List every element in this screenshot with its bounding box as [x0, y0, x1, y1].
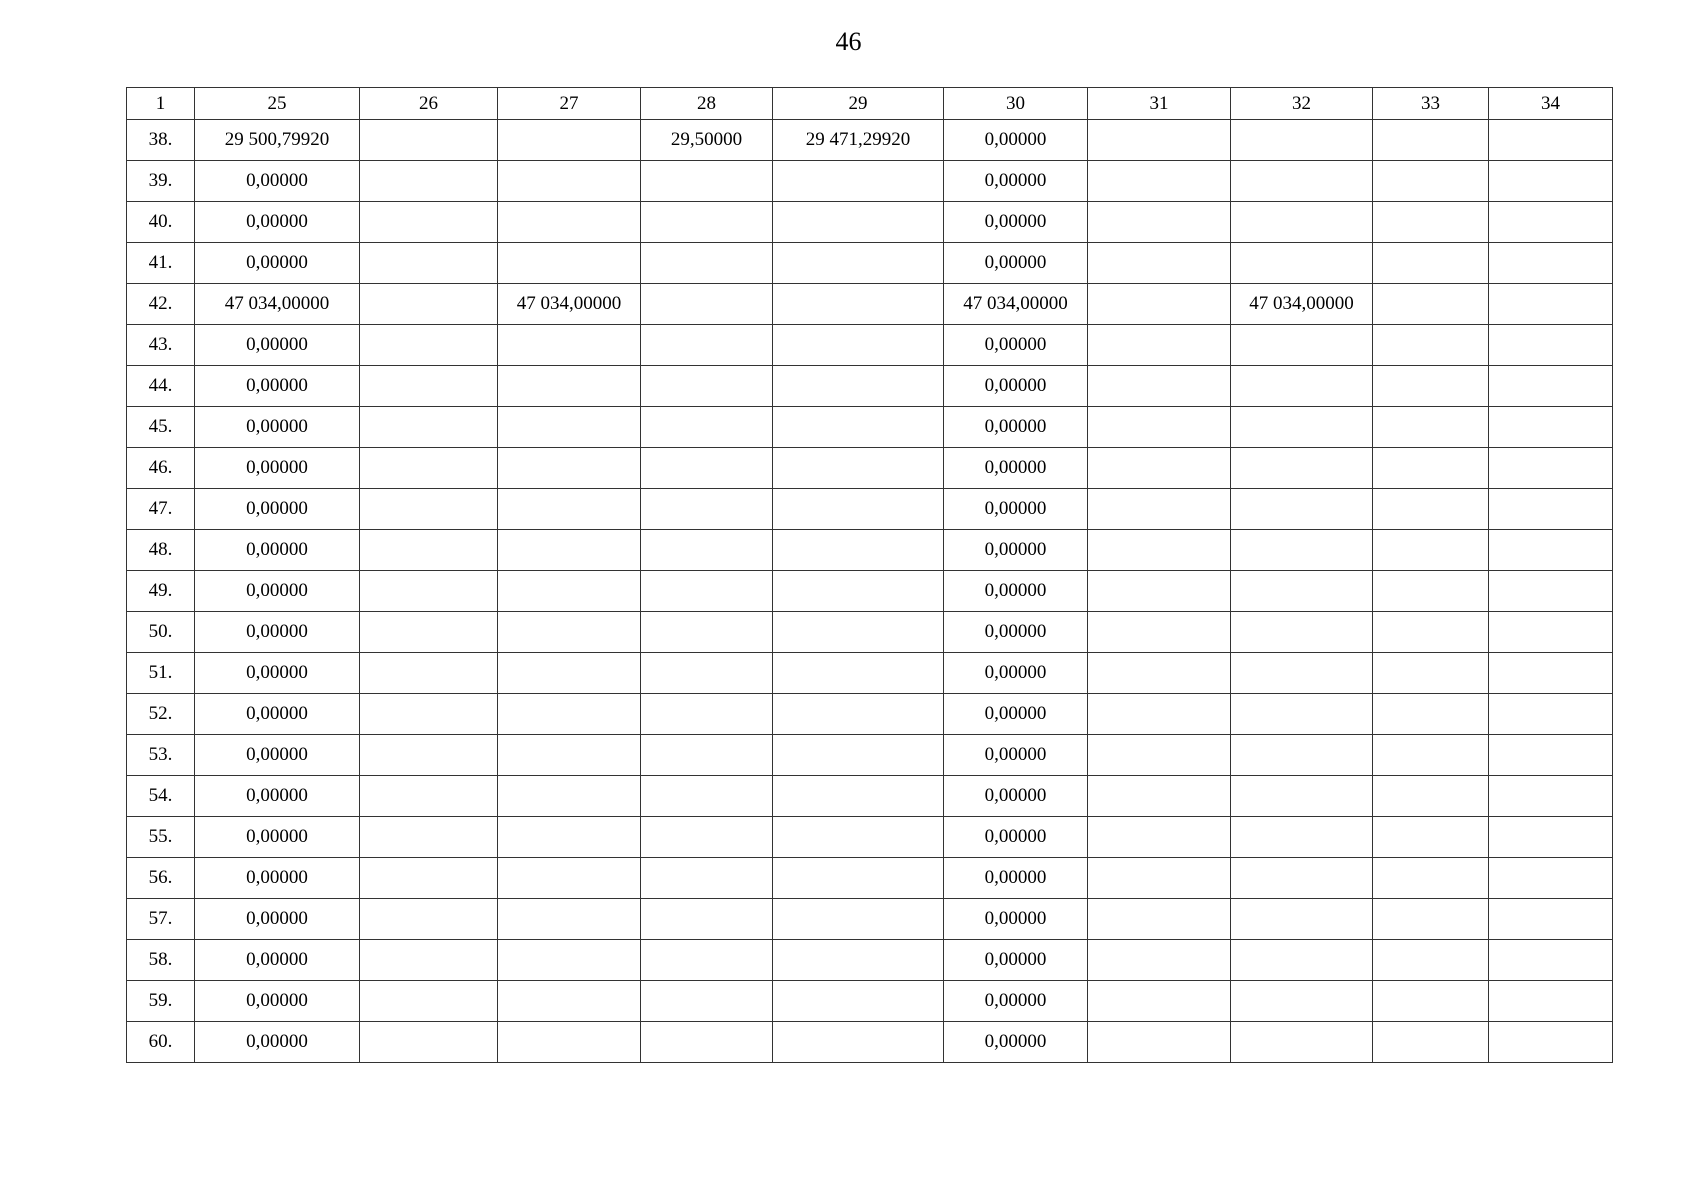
table-cell: 0,00000 — [195, 571, 360, 612]
table-cell — [360, 735, 498, 776]
table-cell — [1489, 612, 1613, 653]
table-row — [127, 981, 1613, 1022]
header-cell: 28 — [641, 88, 773, 120]
row-number-cell: 54. — [127, 776, 195, 817]
header-cell: 1 — [127, 88, 195, 120]
table-cell: 47 034,00000 — [944, 284, 1088, 325]
table-cell — [1088, 776, 1231, 817]
table-cell — [1489, 530, 1613, 571]
table-cell: 0,00000 — [944, 161, 1088, 202]
table-row — [127, 120, 1613, 161]
table-cell — [1373, 899, 1489, 940]
table-cell — [1373, 448, 1489, 489]
table-cell: 0,00000 — [195, 366, 360, 407]
table-cell — [1088, 571, 1231, 612]
table-cell — [360, 243, 498, 284]
table-cell — [1489, 448, 1613, 489]
row-number-cell: 57. — [127, 899, 195, 940]
table-row — [127, 776, 1613, 817]
table-cell: 0,00000 — [195, 448, 360, 489]
table-cell — [1088, 325, 1231, 366]
table-row — [127, 448, 1613, 489]
row-number-cell: 42. — [127, 284, 195, 325]
table-cell — [1088, 448, 1231, 489]
row-number-cell: 55. — [127, 817, 195, 858]
table-row — [127, 243, 1613, 284]
table-cell — [1489, 1022, 1613, 1063]
table-cell — [1489, 899, 1613, 940]
table-cell: 0,00000 — [944, 940, 1088, 981]
table-cell — [1088, 243, 1231, 284]
table-cell — [360, 776, 498, 817]
table-cell — [1489, 489, 1613, 530]
table-cell: 0,00000 — [195, 530, 360, 571]
table-cell — [773, 694, 944, 735]
table-cell — [498, 612, 641, 653]
table-cell — [773, 817, 944, 858]
table-cell: 0,00000 — [944, 981, 1088, 1022]
table-cell — [773, 448, 944, 489]
header-cell: 33 — [1373, 88, 1489, 120]
table-cell — [498, 858, 641, 899]
table-cell — [1088, 120, 1231, 161]
table-cell — [1373, 202, 1489, 243]
table-cell — [641, 243, 773, 284]
table-cell — [1373, 325, 1489, 366]
table-cell — [1231, 120, 1373, 161]
table-cell: 0,00000 — [195, 489, 360, 530]
table-cell — [1231, 571, 1373, 612]
table-row — [127, 202, 1613, 243]
table-cell: 0,00000 — [944, 448, 1088, 489]
table-cell — [1489, 407, 1613, 448]
table-cell — [641, 735, 773, 776]
table-cell — [360, 653, 498, 694]
row-number-cell: 60. — [127, 1022, 195, 1063]
table-cell — [1231, 407, 1373, 448]
table-cell — [1373, 366, 1489, 407]
table-cell — [1373, 653, 1489, 694]
table-cell — [641, 940, 773, 981]
table-cell — [1088, 612, 1231, 653]
header-cell: 30 — [944, 88, 1088, 120]
table-cell: 0,00000 — [944, 1022, 1088, 1063]
table-cell — [1088, 694, 1231, 735]
table-row — [127, 735, 1613, 776]
table-cell — [360, 489, 498, 530]
table-cell — [360, 940, 498, 981]
table-cell — [773, 981, 944, 1022]
table-cell — [1489, 243, 1613, 284]
table-cell — [641, 653, 773, 694]
table-cell: 0,00000 — [195, 817, 360, 858]
table-cell — [641, 161, 773, 202]
table-cell — [773, 243, 944, 284]
header-cell: 26 — [360, 88, 498, 120]
table-cell: 0,00000 — [195, 940, 360, 981]
table-cell — [1489, 202, 1613, 243]
table-cell — [1489, 981, 1613, 1022]
table-row — [127, 817, 1613, 858]
table-cell — [1373, 940, 1489, 981]
row-number-cell: 45. — [127, 407, 195, 448]
table-row — [127, 940, 1613, 981]
table-cell — [360, 284, 498, 325]
table-cell — [773, 571, 944, 612]
table-cell — [1489, 735, 1613, 776]
table-cell — [773, 202, 944, 243]
table-cell — [641, 899, 773, 940]
table-cell — [1231, 858, 1373, 899]
table-header-row — [127, 88, 1613, 120]
table-cell — [1231, 243, 1373, 284]
row-number-cell: 53. — [127, 735, 195, 776]
table-cell: 0,00000 — [195, 858, 360, 899]
table-cell — [1088, 407, 1231, 448]
table-row — [127, 858, 1613, 899]
table-cell — [498, 940, 641, 981]
table-cell: 0,00000 — [944, 735, 1088, 776]
row-number-cell: 48. — [127, 530, 195, 571]
table-cell: 0,00000 — [195, 735, 360, 776]
table-cell — [1489, 694, 1613, 735]
table-cell — [1231, 981, 1373, 1022]
table-cell — [360, 325, 498, 366]
table-cell — [641, 325, 773, 366]
table-cell — [641, 858, 773, 899]
row-number-cell: 44. — [127, 366, 195, 407]
table-cell — [498, 448, 641, 489]
table-cell — [641, 530, 773, 571]
table-cell: 0,00000 — [195, 325, 360, 366]
table-cell: 47 034,00000 — [498, 284, 641, 325]
row-number-cell: 43. — [127, 325, 195, 366]
header-cell: 25 — [195, 88, 360, 120]
table-cell — [1088, 1022, 1231, 1063]
header-cell: 27 — [498, 88, 641, 120]
row-number-cell: 51. — [127, 653, 195, 694]
table-cell — [1231, 161, 1373, 202]
table-cell — [1373, 161, 1489, 202]
table-cell: 0,00000 — [944, 899, 1088, 940]
table-cell — [498, 366, 641, 407]
table-cell: 0,00000 — [195, 161, 360, 202]
table-cell: 47 034,00000 — [195, 284, 360, 325]
table-cell — [1373, 694, 1489, 735]
table-row — [127, 653, 1613, 694]
table-row — [127, 366, 1613, 407]
row-number-cell: 50. — [127, 612, 195, 653]
table-cell — [1373, 571, 1489, 612]
table-cell — [360, 202, 498, 243]
table-cell — [1088, 161, 1231, 202]
table-cell — [1231, 899, 1373, 940]
table-cell — [641, 817, 773, 858]
table-cell: 0,00000 — [944, 571, 1088, 612]
table-cell — [641, 489, 773, 530]
table-row — [127, 284, 1613, 325]
table-cell — [641, 694, 773, 735]
table-cell — [773, 1022, 944, 1063]
table-cell — [360, 1022, 498, 1063]
table-cell: 0,00000 — [195, 694, 360, 735]
table-row — [127, 489, 1613, 530]
table-cell — [1088, 735, 1231, 776]
table-cell — [498, 735, 641, 776]
table-cell — [1373, 776, 1489, 817]
table-cell — [773, 612, 944, 653]
table-cell — [360, 858, 498, 899]
table-cell — [1489, 571, 1613, 612]
header-cell: 32 — [1231, 88, 1373, 120]
table-cell: 0,00000 — [944, 776, 1088, 817]
table-cell — [1373, 530, 1489, 571]
table-cell — [1489, 366, 1613, 407]
table-cell — [1088, 284, 1231, 325]
table-cell — [1231, 366, 1373, 407]
table-cell — [1373, 243, 1489, 284]
table-cell: 0,00000 — [195, 981, 360, 1022]
table-cell: 0,00000 — [944, 612, 1088, 653]
table-cell — [1489, 817, 1613, 858]
table-cell: 0,00000 — [195, 243, 360, 284]
table-cell — [641, 366, 773, 407]
table-cell — [641, 448, 773, 489]
table-cell: 0,00000 — [944, 653, 1088, 694]
table-cell — [498, 325, 641, 366]
table-cell — [498, 530, 641, 571]
table-cell — [360, 366, 498, 407]
table-cell: 0,00000 — [195, 899, 360, 940]
table-row — [127, 407, 1613, 448]
table-cell — [641, 202, 773, 243]
table-cell — [1373, 284, 1489, 325]
table-cell — [498, 653, 641, 694]
table-row — [127, 694, 1613, 735]
data-table — [126, 87, 1613, 1063]
table-cell: 29,50000 — [641, 120, 773, 161]
row-number-cell: 49. — [127, 571, 195, 612]
table-cell — [773, 407, 944, 448]
table-cell — [1373, 981, 1489, 1022]
table-cell: 0,00000 — [195, 776, 360, 817]
row-number-cell: 39. — [127, 161, 195, 202]
table-cell — [360, 899, 498, 940]
table-cell — [1373, 407, 1489, 448]
table-cell — [498, 407, 641, 448]
table-cell — [1489, 161, 1613, 202]
table-cell: 0,00000 — [195, 1022, 360, 1063]
table-cell — [641, 776, 773, 817]
table-cell — [1231, 1022, 1373, 1063]
table-cell — [1489, 858, 1613, 899]
table-cell — [641, 1022, 773, 1063]
table-row — [127, 161, 1613, 202]
table-cell: 0,00000 — [944, 489, 1088, 530]
table-cell — [1489, 284, 1613, 325]
table-cell — [773, 325, 944, 366]
table-cell — [1231, 694, 1373, 735]
table-body — [127, 88, 1613, 1063]
table-cell: 0,00000 — [195, 202, 360, 243]
table-cell — [1231, 776, 1373, 817]
table-cell: 0,00000 — [195, 407, 360, 448]
table-cell — [1231, 653, 1373, 694]
table-cell — [1088, 899, 1231, 940]
table-cell — [1373, 1022, 1489, 1063]
header-cell: 34 — [1489, 88, 1613, 120]
table-cell — [1088, 653, 1231, 694]
table-cell — [773, 284, 944, 325]
table-cell — [360, 612, 498, 653]
row-number-cell: 40. — [127, 202, 195, 243]
table-cell — [1231, 940, 1373, 981]
table-cell — [1088, 940, 1231, 981]
table-cell: 0,00000 — [944, 530, 1088, 571]
table-row — [127, 530, 1613, 571]
table-cell — [1088, 817, 1231, 858]
table-cell — [773, 776, 944, 817]
table-cell — [360, 571, 498, 612]
table-cell — [498, 899, 641, 940]
table-cell — [498, 776, 641, 817]
table-cell — [641, 284, 773, 325]
table-cell — [773, 858, 944, 899]
row-number-cell: 38. — [127, 120, 195, 161]
table-cell: 29 471,29920 — [773, 120, 944, 161]
table-cell: 0,00000 — [944, 817, 1088, 858]
table-cell — [360, 407, 498, 448]
table-cell — [360, 817, 498, 858]
table-row — [127, 571, 1613, 612]
table-cell — [641, 571, 773, 612]
table-cell: 0,00000 — [944, 858, 1088, 899]
table-cell — [773, 653, 944, 694]
table-cell — [360, 448, 498, 489]
table-cell — [360, 530, 498, 571]
table-cell — [1088, 858, 1231, 899]
table-cell — [498, 1022, 641, 1063]
table-cell — [1088, 530, 1231, 571]
row-number-cell: 47. — [127, 489, 195, 530]
table-cell: 0,00000 — [944, 407, 1088, 448]
row-number-cell: 41. — [127, 243, 195, 284]
table-cell — [498, 120, 641, 161]
table-row — [127, 325, 1613, 366]
table-cell — [773, 530, 944, 571]
header-cell: 29 — [773, 88, 944, 120]
table-cell: 0,00000 — [195, 653, 360, 694]
header-cell: 31 — [1088, 88, 1231, 120]
table-cell — [360, 161, 498, 202]
table-cell — [498, 243, 641, 284]
table-cell — [773, 899, 944, 940]
table-cell — [773, 940, 944, 981]
table-cell: 0,00000 — [195, 612, 360, 653]
table-cell — [498, 817, 641, 858]
table-cell — [773, 489, 944, 530]
table-cell — [1373, 612, 1489, 653]
table-cell — [1373, 858, 1489, 899]
table-cell: 0,00000 — [944, 366, 1088, 407]
table-cell — [1231, 202, 1373, 243]
table-cell: 47 034,00000 — [1231, 284, 1373, 325]
table-cell: 0,00000 — [944, 202, 1088, 243]
table-cell — [498, 571, 641, 612]
table-cell — [641, 612, 773, 653]
table-cell — [1489, 653, 1613, 694]
table-cell — [1489, 776, 1613, 817]
table-cell — [498, 161, 641, 202]
table-cell — [1489, 325, 1613, 366]
row-number-cell: 46. — [127, 448, 195, 489]
page-number: 46 — [835, 27, 862, 56]
row-number-cell: 58. — [127, 940, 195, 981]
table-cell — [1231, 489, 1373, 530]
table-cell: 0,00000 — [944, 325, 1088, 366]
table-cell — [641, 981, 773, 1022]
table-cell — [360, 120, 498, 161]
table-cell — [1088, 202, 1231, 243]
table-cell — [498, 489, 641, 530]
table-cell — [1088, 489, 1231, 530]
row-number-cell: 52. — [127, 694, 195, 735]
table-cell — [1088, 366, 1231, 407]
table-cell — [498, 981, 641, 1022]
table-cell — [1373, 489, 1489, 530]
table-cell — [773, 366, 944, 407]
table-cell — [1373, 817, 1489, 858]
table-cell — [498, 202, 641, 243]
row-number-cell: 59. — [127, 981, 195, 1022]
table-cell — [1231, 448, 1373, 489]
table-cell — [773, 161, 944, 202]
table-cell: 0,00000 — [944, 120, 1088, 161]
table-cell — [1231, 530, 1373, 571]
table-cell — [360, 694, 498, 735]
table-cell — [1231, 817, 1373, 858]
table-cell: 0,00000 — [944, 243, 1088, 284]
table-cell — [498, 694, 641, 735]
table-row — [127, 612, 1613, 653]
table-cell — [1231, 612, 1373, 653]
table-cell — [1231, 735, 1373, 776]
table-cell — [1373, 120, 1489, 161]
table-cell — [1088, 981, 1231, 1022]
table-cell: 0,00000 — [944, 694, 1088, 735]
table-row — [127, 899, 1613, 940]
table-cell — [1489, 120, 1613, 161]
table-cell — [773, 735, 944, 776]
table-cell — [1373, 735, 1489, 776]
table-cell — [360, 981, 498, 1022]
table-cell — [1231, 325, 1373, 366]
table-cell: 29 500,79920 — [195, 120, 360, 161]
table-row — [127, 1022, 1613, 1063]
table-cell — [641, 407, 773, 448]
row-number-cell: 56. — [127, 858, 195, 899]
table-cell — [1489, 940, 1613, 981]
